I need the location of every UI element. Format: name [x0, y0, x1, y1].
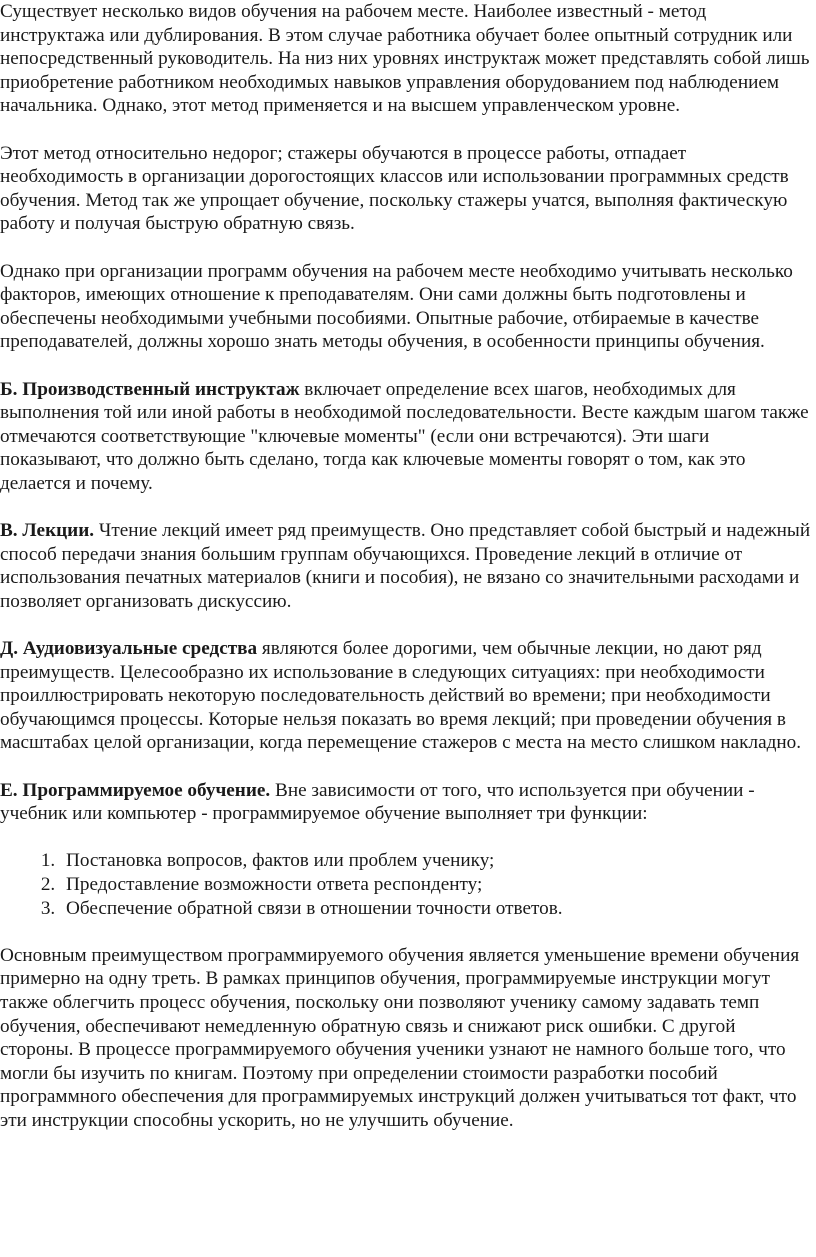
paragraph-instructors: Однако при организации программ обучения на рабочем месте необходимо учитывать несколько факторов, имеющих отношение к преподавателям. Они сами должны быть подготовлены и обеспечены необходимыми учебными пособиями. Опытные рабочие, отбираемые в качестве преподавателей, должны хорошо знать методы обучения, в особенности принципы обучения. [0, 260, 793, 353]
section-text: включает определение всех шагов, необходимых для выполнения той или иной работы в необходимой последовательности. Весте каждым шагом также отмечаются соответствующие "ключевые моменты" (если они встречаются). Эти шаги показывают, что должно быть сделано, тогда как ключевые моменты говорят о том, как это делается и почему. [0, 378, 809, 494]
functions-list [0, 849, 812, 920]
paragraph-on-the-job-training: Существует несколько видов обучения на рабочем месте. Наиболее известный - метод инструктажа или дублирования. В этом случае работника обучает более опытный сотрудник или непосредственный руководитель. На низ них уровнях инструктаж может представлять собой лишь приобретение работником необходимых навыков управления оборудованием под наблюдением начальника. Однако, этот метод применяется и на высшем управленческом уровне. [0, 1, 810, 117]
section-lectures [0, 519, 812, 613]
paragraph-method-cost: Этот метод относительно недорог; стажеры обучаются в процессе работы, отпадает необходимость в организации дорогостоящих классов или использовании программных средств обучения. Метод так же упрощает обучение, поскольку стажеры учатся, выполняя фактическую работу и получая быструю обратную связь. [0, 142, 789, 235]
section-heading: Б. Производственный инструктаж [0, 378, 300, 400]
section-audiovisual [0, 637, 812, 755]
list-item: 3. Обеспечение обратной связи в отношении точности ответов. [60, 897, 812, 921]
section-text: Чтение лекций имеет ряд преимуществ. Оно представляет собой быстрый и надежный способ передачи знания большим группам обучающихся. Проведение лекций в отличие от использования печатных материалов (книги и пособия), не вязано со значительными расходами и позволяет организовать дискуссию. [0, 520, 811, 612]
list-item: 2. Предоставление возможности ответа респонденту; [60, 873, 812, 897]
section-production-instruction [0, 378, 812, 496]
section-heading: Д. Аудиовизуальные средства [0, 638, 258, 660]
section-text: Вне зависимости от того, что используется при обучении - учебник или компьютер - программируемое обучение выполняет три функции: [0, 779, 755, 825]
section-heading: В. Лекции. [0, 520, 95, 542]
section-text: являются более дорогими, чем обычные лекции, но дают ряд преимуществ. Целесообразно их использование в следующих ситуациях: при необходимости проиллюстрировать некоторую последовательность действий во времени; при необходимости обучающимся процессы. Которые нельзя показать во время лекций; при проведении обучения в масштабах целой организации, когда перемещение стажеров с места на место слишком накладно. [0, 638, 802, 754]
section-programmed-learning [0, 779, 812, 826]
paragraph-conclusion: Основным преимуществом программируемого обучения является уменьшение времени обучения примерно на одну треть. В рамках принципов обучения, программируемые инструкции могут также облегчить процесс обучения, поскольку они позволяют ученику самому задавать темп обучения, обеспечивают немедленную обратную связь и снижают риск ошибки. С другой стороны. В процессе программируемого обучения ученики узнают не намного больше того, что могли бы изучить по книгам. Поэтому при определении стоимости разработки пособий программного обеспечения для программируемых инструкций должен учитываться тот факт, что эти инструкции способны ускорить, но не улучшить обучение. [0, 944, 800, 1131]
list-item: 1. Постановка вопросов, фактов или проблем ученику; [60, 849, 812, 873]
section-heading: Е. Программируемое обучение. [0, 779, 271, 801]
